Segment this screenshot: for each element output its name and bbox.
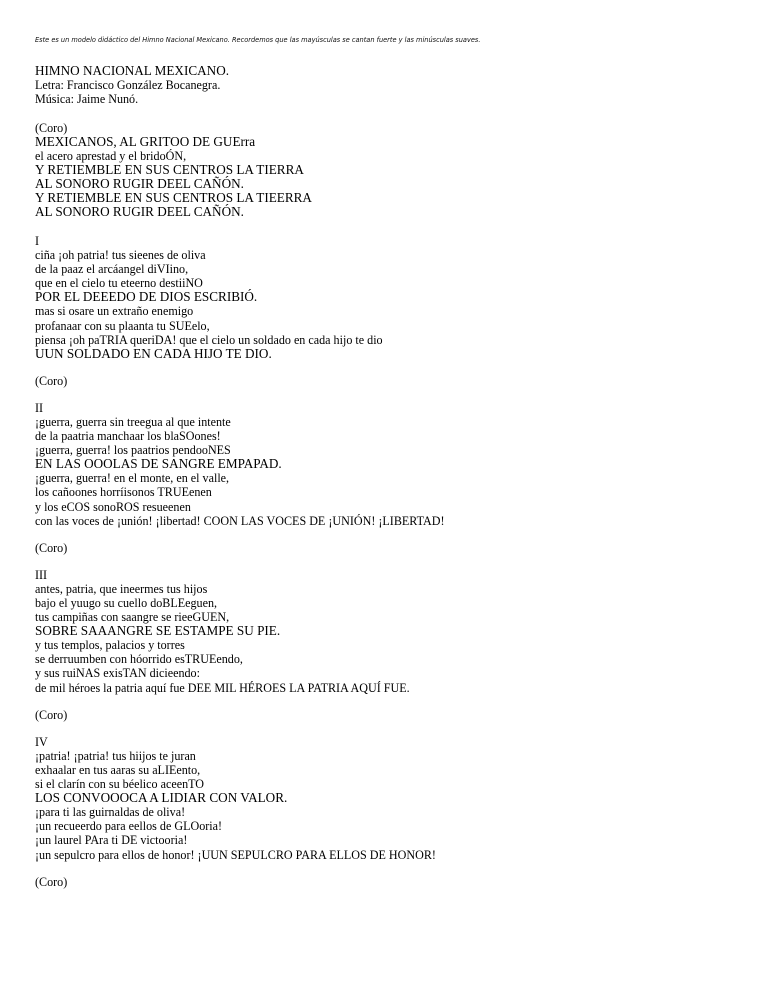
chorus-block xyxy=(35,121,755,220)
chorus-line: AL SONORO RUGIR DEEL CAÑÓN. xyxy=(35,176,244,192)
stanza-line: ¡guerra, guerra! en el monte, en el valle, xyxy=(35,471,230,486)
stanza-numeral: IV xyxy=(35,734,48,749)
stanza-line: tus campiñas con saangre se rieeGUEN, xyxy=(35,610,230,625)
stanza-line: de la paatria manchaar los blaSOones! xyxy=(35,429,221,444)
chorus-line: AL SONORO RUGIR DEEL CAÑÓN. xyxy=(35,204,244,220)
stanza-line: ciña ¡oh patria! tus sieenes de oliva xyxy=(35,248,206,263)
chorus-label: (Coro) xyxy=(35,120,68,135)
anthem-header xyxy=(35,64,755,106)
chorus-repeat-label: (Coro) xyxy=(35,874,68,889)
stanza-line: ¡patria! ¡patria! tus hiijos te juran xyxy=(35,748,196,763)
stanza-line: se derruumben con hóorrido esTRUEendo, xyxy=(35,652,243,667)
instructional-note: Este es un modelo didáctico del Himno Nacional Mexicano. Recordemos que las mayúsculas se cantan fuerte y las minúsculas suaves. xyxy=(35,36,481,44)
stanza-line: que en el cielo tu eteerno destiiNO xyxy=(35,276,203,291)
stanza-line: ¡para ti las guirnaldas de oliva! xyxy=(35,805,186,820)
stanza-2 xyxy=(35,401,755,528)
stanza-line: ¡un laurel PAra ti DE victooria! xyxy=(35,833,188,848)
chorus-line: el acero aprestad y el bridoÓN, xyxy=(35,148,187,163)
stanza-line: y sus ruiNAS exisTAN dicieendo: xyxy=(35,666,200,681)
stanza-line: UUN SOLDADO EN CADA HIJO TE DIO. xyxy=(35,345,272,361)
stanza-line: exhaalar en tus aaras su aLIEento, xyxy=(35,762,201,777)
chorus-line: Y RETIEMBLE EN SUS CENTROS LA TIERRA xyxy=(35,162,304,178)
stanza-line: los cañoones horríisonos TRUEenen xyxy=(35,485,212,500)
stanza-line: LOS CONVOOOCA A LIDIAR CON VALOR. xyxy=(35,790,288,806)
chorus-repeat-label: (Coro) xyxy=(35,540,68,555)
chorus-repeat-label: (Coro) xyxy=(35,373,68,388)
composer-credit: Música: Jaime Nunó. xyxy=(35,92,139,107)
stanza-line: antes, patria, que ineermes tus hijos xyxy=(35,581,208,596)
stanza-line: mas si osare un extraño enemigo xyxy=(35,304,194,319)
chorus-line: MEXICANOS, AL GRITOO DE GUErra xyxy=(35,133,256,149)
chorus-repeat-label: (Coro) xyxy=(35,707,68,722)
stanza-line: SOBRE SAAANGRE SE ESTAMPE SU PIE. xyxy=(35,623,281,639)
lyricist-credit: Letra: Francisco González Bocanegra. xyxy=(35,78,221,93)
stanza-line: y los eCOS sonoROS resueenen xyxy=(35,499,191,514)
stanza-line: piensa ¡oh paTRIA queriDA! que el cielo un soldado en cada hijo te dio xyxy=(35,332,383,347)
stanza-numeral: II xyxy=(35,400,44,415)
stanza-line: de la paaz el arcáangel diVIino, xyxy=(35,262,189,277)
stanza-4 xyxy=(35,735,755,862)
stanza-line: ¡guerra, guerra! los paatrios pendooNES xyxy=(35,443,231,458)
chorus-line: Y RETIEMBLE EN SUS CENTROS LA TIEERRA xyxy=(35,190,312,206)
stanza-line: con las voces de ¡unión! ¡libertad! COON LAS VOCES DE ¡UNIÓN! ¡LIBERTAD! xyxy=(35,513,445,528)
stanza-numeral: III xyxy=(35,567,48,582)
stanza-line: POR EL DEEEDO DE DIOS ESCRIBIÓ. xyxy=(35,289,258,305)
stanza-line: y tus templos, palacios y torres xyxy=(35,638,185,653)
stanza-numeral: I xyxy=(35,233,40,248)
stanza-line: EN LAS OOOLAS DE SANGRE EMPAPAD. xyxy=(35,456,282,472)
stanza-line: si el clarín con su béelico aceenTO xyxy=(35,777,205,792)
stanza-line: ¡guerra, guerra sin treegua al que intente xyxy=(35,414,231,429)
stanza-3 xyxy=(35,568,755,695)
anthem-title: HIMNO NACIONAL MEXICANO. xyxy=(35,63,230,78)
stanza-line: de mil héroes la patria aquí fue DEE MIL HÉROES LA PATRIA AQUÍ FUE. xyxy=(35,680,410,695)
stanza-line: profanaar con su plaanta tu SUEelo, xyxy=(35,318,210,333)
stanza-line: bajo el yuugo su cuello doBLEeguen, xyxy=(35,596,218,610)
stanza-line: ¡un sepulcro para ellos de honor! ¡UUN SEPULCRO PARA ELLOS DE HONOR! xyxy=(35,847,436,862)
anthem-document xyxy=(35,64,755,889)
stanza-line: ¡un recueerdo para eellos de GLOoria! xyxy=(35,819,223,834)
stanza-1 xyxy=(35,234,755,361)
